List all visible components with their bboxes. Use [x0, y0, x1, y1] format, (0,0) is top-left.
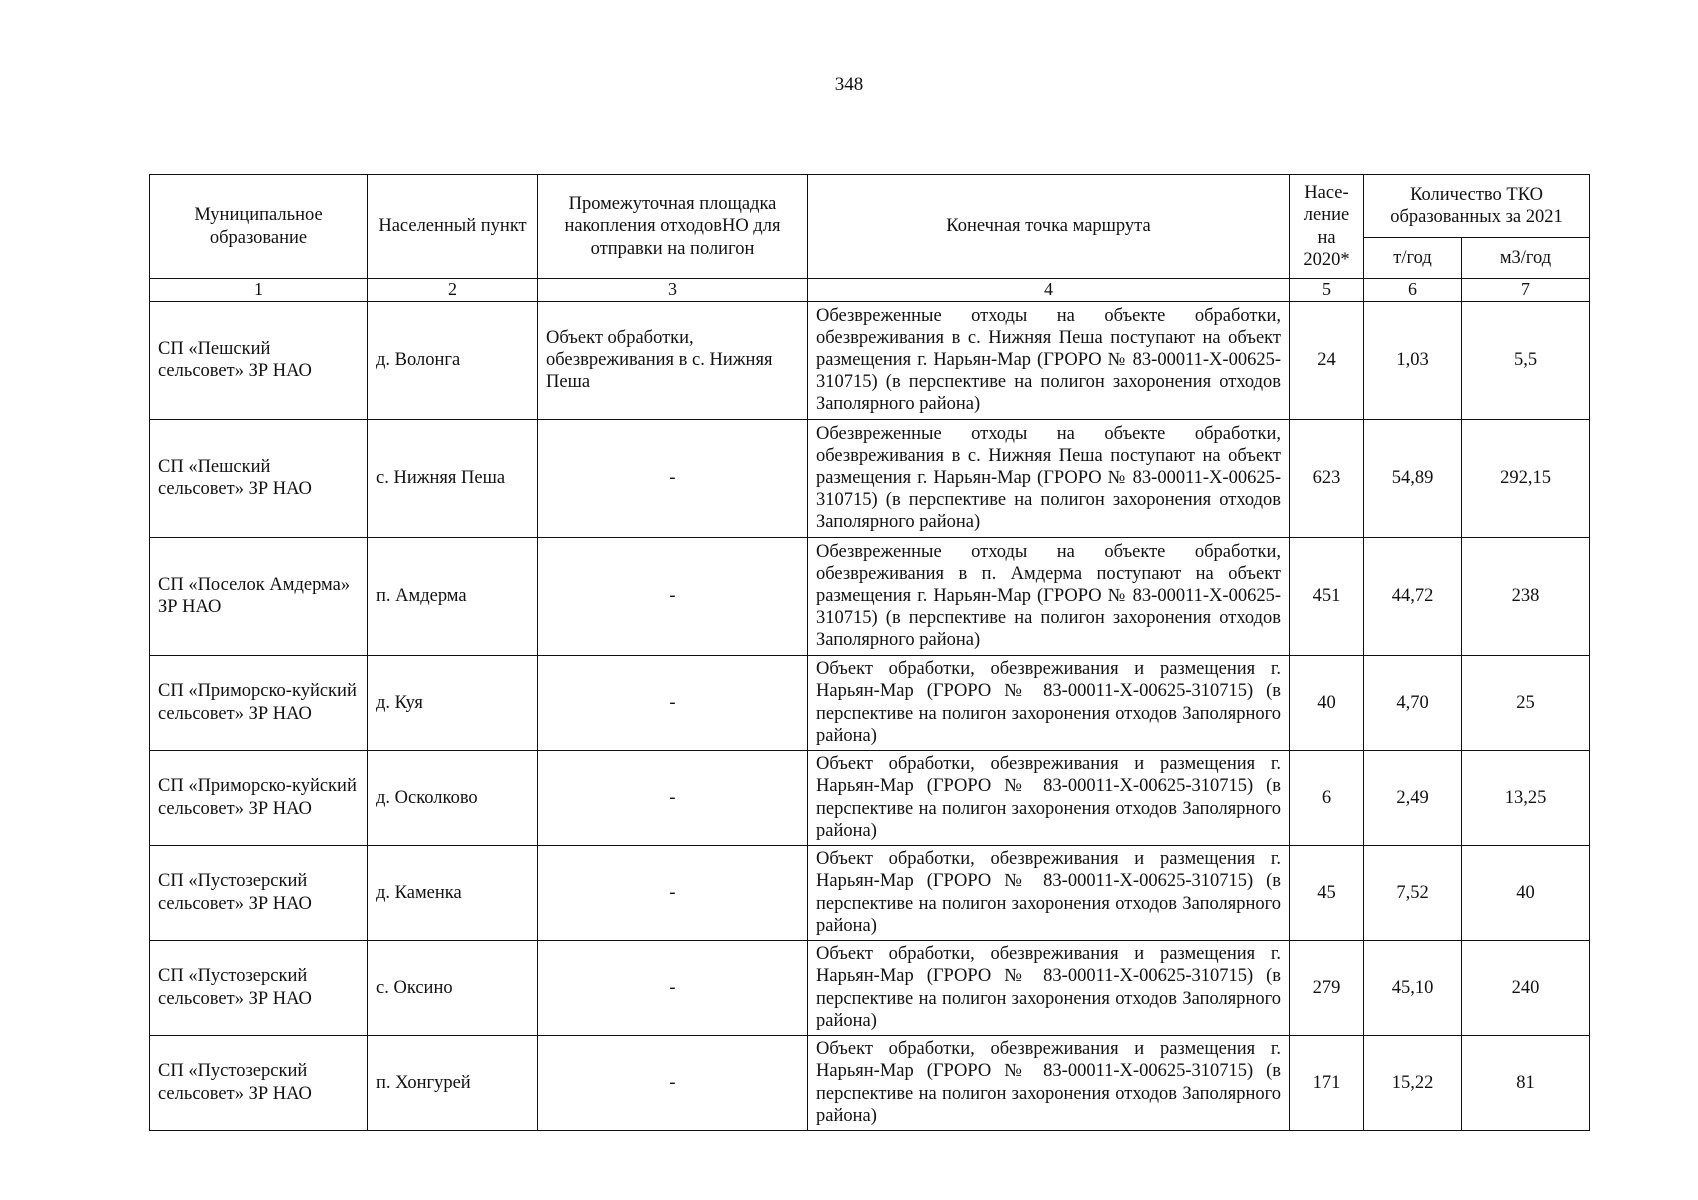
cell-municipality: СП «Пустозерский сельсовет» ЗР НАО: [150, 940, 368, 1035]
cell-tko-m3: 292,15: [1462, 419, 1590, 537]
cell-intermediate-site: -: [538, 537, 808, 655]
header-intermediate-site: Промежуточная площадка накопления отходовНО для отправки на полигон: [538, 175, 808, 279]
cell-settlement: с. Нижняя Пеша: [368, 419, 538, 537]
cell-route-endpoint: Обезвреженные отходы на объекте обработки, обезвреживания в п. Амдерма поступают на объект размещения г. Нарьян-Мар (ГРОРО № 83-00011-Х-00625-310715) (в перспективе на полигон захоронения отходов Заполярного района): [808, 537, 1290, 655]
cell-settlement: д. Волонга: [368, 301, 538, 419]
header-tko-tons: т/год: [1364, 238, 1462, 279]
cell-tko-tons: 7,52: [1364, 845, 1462, 940]
column-number: 6: [1364, 279, 1462, 302]
table-row: [150, 845, 1590, 940]
header-tko-amount: Количество ТКО образованных за 2021: [1364, 175, 1590, 238]
cell-municipality: СП «Пустозерский сельсовет» ЗР НАО: [150, 1035, 368, 1130]
cell-settlement: д. Каменка: [368, 845, 538, 940]
page-number: 348: [834, 74, 864, 95]
cell-population: 45: [1290, 845, 1364, 940]
header-route-endpoint: Конечная точка маршрута: [808, 175, 1290, 279]
cell-population: 623: [1290, 419, 1364, 537]
cell-route-endpoint: Обезвреженные отходы на объекте обработки, обезвреживания в с. Нижняя Пеша поступают на объект размещения г. Нарьян-Мар (ГРОРО № 83-00011-Х-00625-310715) (в перспективе на полигон захоронения отходов Заполярного района): [808, 301, 1290, 419]
cell-tko-tons: 44,72: [1364, 537, 1462, 655]
cell-municipality: СП «Пешский сельсовет» ЗР НАО: [150, 419, 368, 537]
header-municipality: Муниципальное образование: [150, 175, 368, 279]
cell-intermediate-site: -: [538, 750, 808, 845]
cell-population: 451: [1290, 537, 1364, 655]
table-row: [150, 301, 1590, 419]
column-number: 4: [808, 279, 1290, 302]
cell-tko-m3: 13,25: [1462, 750, 1590, 845]
column-number-row: [150, 279, 1590, 302]
cell-settlement: с. Оксино: [368, 940, 538, 1035]
cell-intermediate-site: Объект обработки, обезвреживания в с. Нижняя Пеша: [538, 301, 808, 419]
cell-settlement: д. Осколково: [368, 750, 538, 845]
column-number: 2: [368, 279, 538, 302]
cell-municipality: СП «Пешский сельсовет» ЗР НАО: [150, 301, 368, 419]
cell-tko-tons: 1,03: [1364, 301, 1462, 419]
header-tko-m3: м3/год: [1462, 238, 1590, 279]
table-row: [150, 419, 1590, 537]
cell-population: 24: [1290, 301, 1364, 419]
cell-route-endpoint: Объект обработки, обезвреживания и размещения г. Нарьян-Мар (ГРОРО № 83-00011-Х-00625-310715) (в перспективе на полигон захоронения отходов Заполярного района): [808, 940, 1290, 1035]
cell-tko-m3: 5,5: [1462, 301, 1590, 419]
cell-route-endpoint: Обезвреженные отходы на объекте обработки, обезвреживания в с. Нижняя Пеша поступают на объект размещения г. Нарьян-Мар (ГРОРО № 83-00011-Х-00625-310715) (в перспективе на полигон захоронения отходов Заполярного района): [808, 419, 1290, 537]
cell-route-endpoint: Объект обработки, обезвреживания и размещения г. Нарьян-Мар (ГРОРО № 83-00011-Х-00625-310715) (в перспективе на полигон захоронения отходов Заполярного района): [808, 845, 1290, 940]
cell-settlement: д. Куя: [368, 655, 538, 750]
cell-municipality: СП «Поселок Амдерма» ЗР НАО: [150, 537, 368, 655]
cell-settlement: п. Хонгурей: [368, 1035, 538, 1130]
cell-intermediate-site: -: [538, 1035, 808, 1130]
cell-population: 40: [1290, 655, 1364, 750]
cell-population: 279: [1290, 940, 1364, 1035]
cell-municipality: СП «Приморско-куйский сельсовет» ЗР НАО: [150, 750, 368, 845]
table-row: [150, 537, 1590, 655]
cell-population: 6: [1290, 750, 1364, 845]
cell-tko-m3: 25: [1462, 655, 1590, 750]
cell-intermediate-site: -: [538, 419, 808, 537]
column-number: 7: [1462, 279, 1590, 302]
header-population: Насе-ление на 2020*: [1290, 175, 1364, 279]
cell-intermediate-site: -: [538, 655, 808, 750]
cell-tko-m3: 81: [1462, 1035, 1590, 1130]
cell-route-endpoint: Объект обработки, обезвреживания и размещения г. Нарьян-Мар (ГРОРО № 83-00011-Х-00625-310715) (в перспективе на полигон захоронения отходов Заполярного района): [808, 655, 1290, 750]
cell-tko-tons: 2,49: [1364, 750, 1462, 845]
cell-tko-tons: 54,89: [1364, 419, 1462, 537]
cell-route-endpoint: Объект обработки, обезвреживания и размещения г. Нарьян-Мар (ГРОРО № 83-00011-Х-00625-310715) (в перспективе на полигон захоронения отходов Заполярного района): [808, 1035, 1290, 1130]
cell-tko-tons: 4,70: [1364, 655, 1462, 750]
cell-intermediate-site: -: [538, 940, 808, 1035]
cell-municipality: СП «Приморско-куйский сельсовет» ЗР НАО: [150, 655, 368, 750]
column-number: 3: [538, 279, 808, 302]
table-row: [150, 1035, 1590, 1130]
cell-tko-tons: 45,10: [1364, 940, 1462, 1035]
cell-tko-m3: 238: [1462, 537, 1590, 655]
header-settlement: Населенный пункт: [368, 175, 538, 279]
cell-municipality: СП «Пустозерский сельсовет» ЗР НАО: [150, 845, 368, 940]
cell-route-endpoint: Объект обработки, обезвреживания и размещения г. Нарьян-Мар (ГРОРО № 83-00011-Х-00625-310715) (в перспективе на полигон захоронения отходов Заполярного района): [808, 750, 1290, 845]
cell-tko-tons: 15,22: [1364, 1035, 1462, 1130]
column-number: 5: [1290, 279, 1364, 302]
cell-intermediate-site: -: [538, 845, 808, 940]
table-row: [150, 655, 1590, 750]
cell-tko-m3: 240: [1462, 940, 1590, 1035]
cell-settlement: п. Амдерма: [368, 537, 538, 655]
column-number: 1: [150, 279, 368, 302]
cell-tko-m3: 40: [1462, 845, 1590, 940]
table-row: [150, 940, 1590, 1035]
cell-population: 171: [1290, 1035, 1364, 1130]
table-row: [150, 750, 1590, 845]
header-row: [150, 175, 1590, 238]
waste-routes-table: [149, 174, 1590, 1131]
